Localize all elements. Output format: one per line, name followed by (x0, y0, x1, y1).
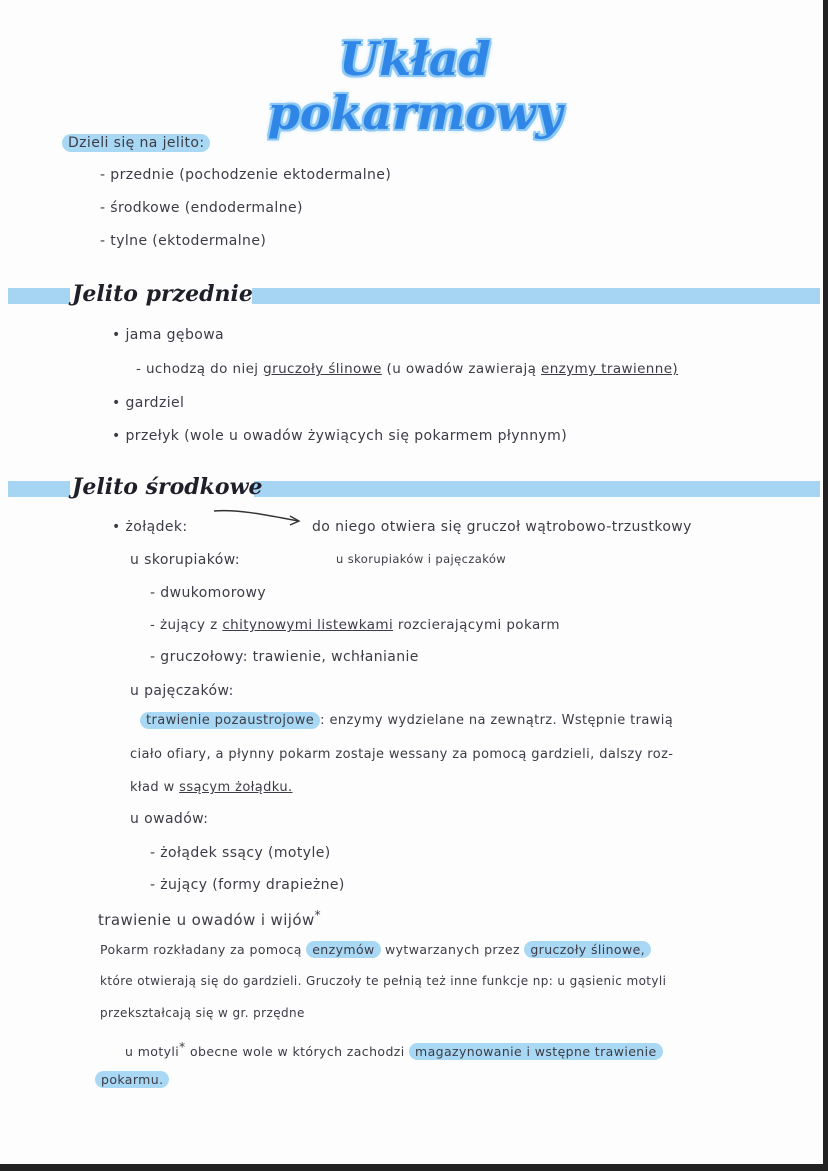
heading-front-gut: Jelito przednie (72, 281, 253, 307)
heading-band-right (252, 288, 820, 304)
arachnids-line-1: trawienie pozaustrojowe : enzymy wydzielane na zewnątrz. Wstępnie trawią (140, 713, 673, 728)
arachnids-label: u pajęczaków: (130, 683, 234, 699)
front-bullet-mouth: • jama gębowa (112, 327, 225, 343)
page-edge-right (823, 0, 828, 1171)
front-mouth-sub: - uchodzą do niej gruczoły ślinowe (u owadów zawierają enzymy trawienne) (136, 361, 679, 377)
arachnids-line-2: ciało ofiary, a płynny pokarm zostaje wessany za pomocą gardzieli, dalszy roz- (130, 747, 674, 762)
intro-item-1: - przednie (pochodzenie ektodermalne) (100, 167, 392, 183)
insects-item-2: - żujący (formy drapieżne) (150, 877, 345, 893)
crustaceans-item-1: - dwukomorowy (150, 585, 267, 601)
intro-item-3: - tylne (ektodermalne) (100, 233, 267, 249)
gland-opens: do niego otwiera się gruczoł wątrobowo-trzustkowy (312, 519, 692, 535)
intro-label: Dzieli się na jelito: (62, 135, 210, 151)
gland-note: u skorupiaków i pajęczaków (336, 552, 507, 566)
intro-item-2: - środkowe (endodermalne) (100, 200, 303, 216)
front-bullet-esophagus: • przełyk (wole u owadów żywiących się pokarmem płynnym) (112, 428, 568, 444)
heading-band-right-2 (254, 481, 820, 497)
title-block (215, 32, 615, 140)
digestion-title: trawienie u owadów i wijów* (98, 908, 322, 929)
insects-label: u owadów: (130, 811, 209, 827)
heading-band-left-2 (8, 481, 70, 497)
heading-middle-gut: Jelito środkowe (72, 474, 263, 500)
digestion-line-2: które otwierają się do gardzieli. Gruczoły te pełnią też inne funkcje np: u gąsienic motyli (100, 974, 667, 988)
digestion-line-5: pokarmu. (95, 1072, 169, 1087)
page-edge-bottom (0, 1164, 828, 1171)
digestion-line-4: u motyli* obecne wole w których zachodzi magazynowanie i wstępne trawienie (125, 1040, 663, 1059)
middle-stomach: • żołądek: (112, 519, 188, 535)
crustaceans-item-3: - gruczołowy: trawienie, wchłanianie (150, 649, 419, 665)
arrow-right-icon (212, 507, 304, 529)
front-bullet-pharynx: • gardziel (112, 395, 185, 411)
page-title: Układ pokarmowy (267, 32, 563, 140)
digestion-line-3: przekształcają się w gr. przędne (100, 1006, 305, 1020)
heading-band-left (8, 288, 70, 304)
crustaceans-label: u skorupiaków: (130, 552, 240, 568)
crustaceans-item-2: - żujący z chitynowymi listewkami rozcierającymi pokarm (150, 617, 560, 633)
arachnids-line-3: kład w ssącym żołądku. (130, 780, 293, 795)
digestion-line-1: Pokarm rozkładany za pomocą enzymów wytwarzanych przez gruczoły ślinowe, (100, 942, 651, 957)
insects-item-1: - żołądek ssący (motyle) (150, 845, 331, 861)
